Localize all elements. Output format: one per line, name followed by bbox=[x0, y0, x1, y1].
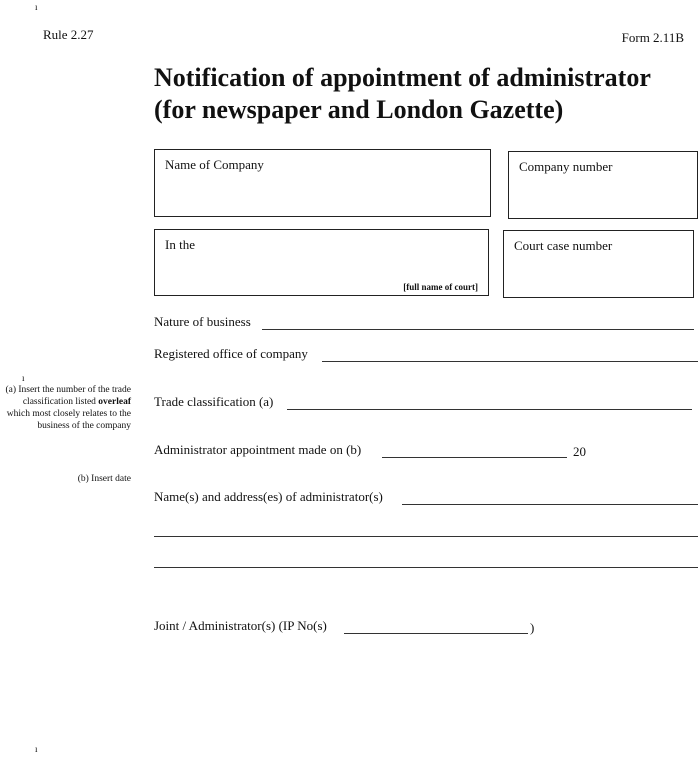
margin-note-b: (b) Insert date bbox=[77, 474, 131, 484]
registered-office-line[interactable] bbox=[322, 361, 698, 362]
administrators-line-2[interactable] bbox=[154, 536, 698, 537]
margin-note-a bbox=[4, 384, 131, 432]
closing-paren: ) bbox=[530, 620, 535, 635]
nature-of-business-label: Nature of business bbox=[154, 314, 251, 329]
trade-classification-line[interactable] bbox=[287, 409, 692, 410]
page-tick-bottom: ı bbox=[35, 744, 38, 754]
administrators-line-3[interactable] bbox=[154, 567, 698, 568]
administrators-label: Name(s) and address(es) of administrator(s) bbox=[154, 489, 383, 504]
margin-note-a-bold: overleaf bbox=[98, 397, 131, 407]
form-number: Form 2.11B bbox=[621, 30, 684, 45]
appointment-year-prefix: 20 bbox=[573, 444, 586, 459]
court-label: In the bbox=[165, 237, 195, 252]
administrators-line-1[interactable] bbox=[402, 504, 698, 505]
company-number-label: Company number bbox=[519, 159, 613, 174]
court-name-box[interactable] bbox=[154, 229, 489, 296]
page-tick-top: ı bbox=[35, 2, 38, 12]
joint-administrators-label: Joint / Administrator(s) (IP No(s) bbox=[154, 618, 327, 633]
trade-classification-label: Trade classification (a) bbox=[154, 394, 274, 409]
registered-office-label: Registered office of company bbox=[154, 346, 308, 361]
margin-tick: ı bbox=[22, 373, 25, 383]
rule-reference: Rule 2.27 bbox=[43, 27, 94, 42]
company-name-box[interactable] bbox=[154, 149, 491, 217]
court-sub-label: [full name of court] bbox=[403, 282, 478, 292]
appointment-date-label: Administrator appointment made on (b) bbox=[154, 442, 362, 457]
form-title: Notification of appointment of administrator (for newspaper and London Gazette) bbox=[154, 63, 651, 124]
company-number-box[interactable] bbox=[508, 151, 698, 219]
ip-number-line[interactable] bbox=[344, 633, 528, 634]
court-case-number-box[interactable] bbox=[503, 230, 694, 298]
nature-of-business-line[interactable] bbox=[262, 329, 694, 330]
margin-note-a-text-end: which most closely relates to the business of the company bbox=[6, 409, 131, 431]
margin-note-a-text: (a) Insert the number of the trade classification listed bbox=[5, 385, 131, 407]
court-case-number-label: Court case number bbox=[514, 238, 613, 253]
appointment-date-line[interactable] bbox=[382, 457, 567, 458]
company-name-label: Name of Company bbox=[165, 157, 264, 172]
